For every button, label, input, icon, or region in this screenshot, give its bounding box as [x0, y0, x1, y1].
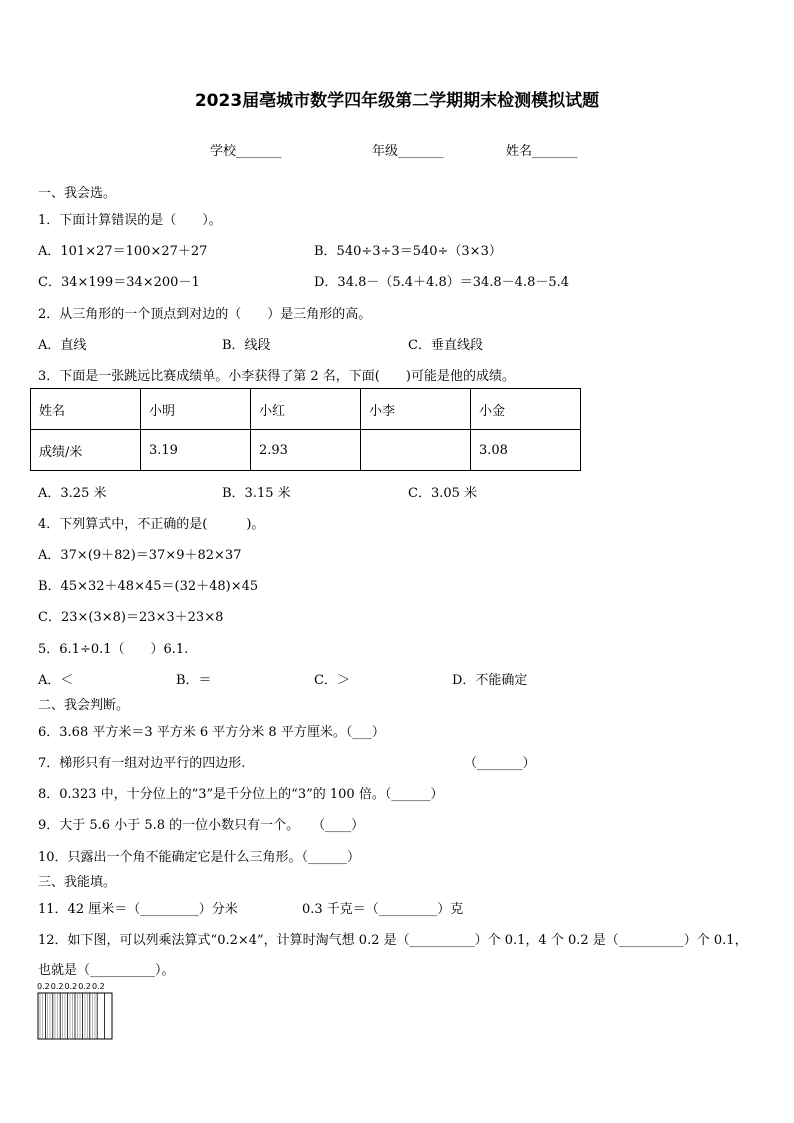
q2-option-b: B．线段	[222, 338, 271, 353]
q1-option-b: B．540÷3÷3＝540÷（3×3）	[314, 244, 502, 259]
q3-option-b: B．3.15 米	[222, 486, 291, 501]
table-cell: 3.08	[471, 430, 581, 471]
q5-option-b: B．＝	[176, 673, 212, 688]
question-6: 6．3.68 平方米＝3 平方米 6 平方分米 8 平方厘米。（___）	[38, 725, 385, 740]
figure-label: 0.2	[37, 982, 50, 991]
question-7: 7．梯形只有一组对边平行的四边形.	[38, 756, 246, 771]
table-cell: 2.93	[251, 430, 361, 471]
question-9: 9．大于 5.6 小于 5.8 的一位小数只有一个。 （____）	[38, 818, 365, 833]
question-8: 8．0.323 中，十分位上的“3”是千分位上的“3”的 100 倍。（______）	[38, 787, 444, 802]
table-header-row	[31, 389, 581, 430]
question-4-stem: 4．下列算式中，不正确的是( )。	[38, 517, 265, 532]
table-cell: 小金	[471, 389, 581, 430]
figure-label: 0.2	[91, 982, 105, 991]
question-12-line1: 12．如下图，可以列乘法算式“0.2×4”，计算时淘气想 0.2 是（__________）个 0.1，4 个 0.2 是（__________）个 0.1，	[38, 933, 748, 948]
q4-option-c: C．23×(3×8)＝23×3＋23×8	[38, 610, 224, 625]
question-10: 10．只露出一个角不能确定它是什么三角形。（______）	[38, 850, 361, 865]
question-2-stem: 2．从三角形的一个顶点到对边的（ ）是三角形的高。	[38, 307, 372, 322]
table-cell	[361, 430, 471, 471]
q4-option-b: B．45×32＋48×45＝(32＋48)×45	[38, 579, 259, 594]
section-heading: 一、我会选。	[38, 186, 117, 201]
question-12-line2: 也就是（__________）。	[38, 963, 175, 978]
q5-option-c: C．＞	[314, 673, 350, 688]
question-3-stem: 3．下面是一张跳远比赛成绩单。小李获得了第 2 名，下面( )可能是他的成绩。	[38, 369, 515, 384]
section-heading: 二、我会判断。	[38, 698, 130, 713]
section-heading: 三、我能填。	[38, 875, 117, 890]
school-field: 学校_______	[210, 144, 282, 159]
strip-dividers	[45, 993, 104, 1039]
q1-option-c: C．34×199＝34×200－1	[38, 275, 200, 290]
q2-option-a: A．直线	[38, 338, 87, 353]
q2-option-c: C．垂直线段	[408, 338, 483, 353]
question-1-stem: 1．下面计算错误的是（ ）。	[38, 213, 222, 228]
q1-option-a: A．101×27＝100×27＋27	[38, 244, 208, 259]
table-cell: 小李	[361, 389, 471, 430]
name-field: 姓名_______	[506, 144, 578, 159]
table-cell: 姓名	[31, 389, 141, 430]
figure-label: 0.2	[50, 982, 64, 991]
q3-option-a: A．3.25 米	[38, 486, 107, 501]
q5-option-d: D．不能确定	[452, 673, 528, 688]
score-table	[30, 388, 581, 471]
strip-diagram	[37, 991, 115, 1041]
figure-label: 0.2	[64, 982, 78, 991]
decimal-strip-figure	[37, 982, 115, 1045]
figure-label: 0.2	[78, 982, 91, 991]
question-11-part2: 0.3 千克＝（_________）克	[302, 902, 464, 917]
q4-option-a: A．37×(9＋82)＝37×9＋82×37	[38, 548, 242, 563]
table-cell: 3.19	[141, 430, 251, 471]
question-11-part1: 11．42 厘米＝（_________）分米	[38, 902, 238, 917]
question-5-stem: 5．6.1÷0.1（ ）6.1.	[38, 642, 189, 657]
q3-option-c: C．3.05 米	[408, 486, 478, 501]
q7-answer-blank: （_______）	[464, 756, 536, 771]
q5-option-a: A．＜	[38, 673, 74, 688]
figure-labels	[37, 982, 115, 991]
table-row	[31, 430, 581, 471]
q1-option-d: D．34.8－（5.4＋4.8）＝34.8－4.8－5.4	[314, 275, 570, 290]
page-title: 2023届亳城市数学四年级第二学期期末检测模拟试题	[194, 91, 600, 111]
table-cell: 小明	[141, 389, 251, 430]
table-cell: 成绩/米	[31, 430, 141, 471]
table-cell: 小红	[251, 389, 361, 430]
grade-field: 年级_______	[372, 144, 444, 159]
